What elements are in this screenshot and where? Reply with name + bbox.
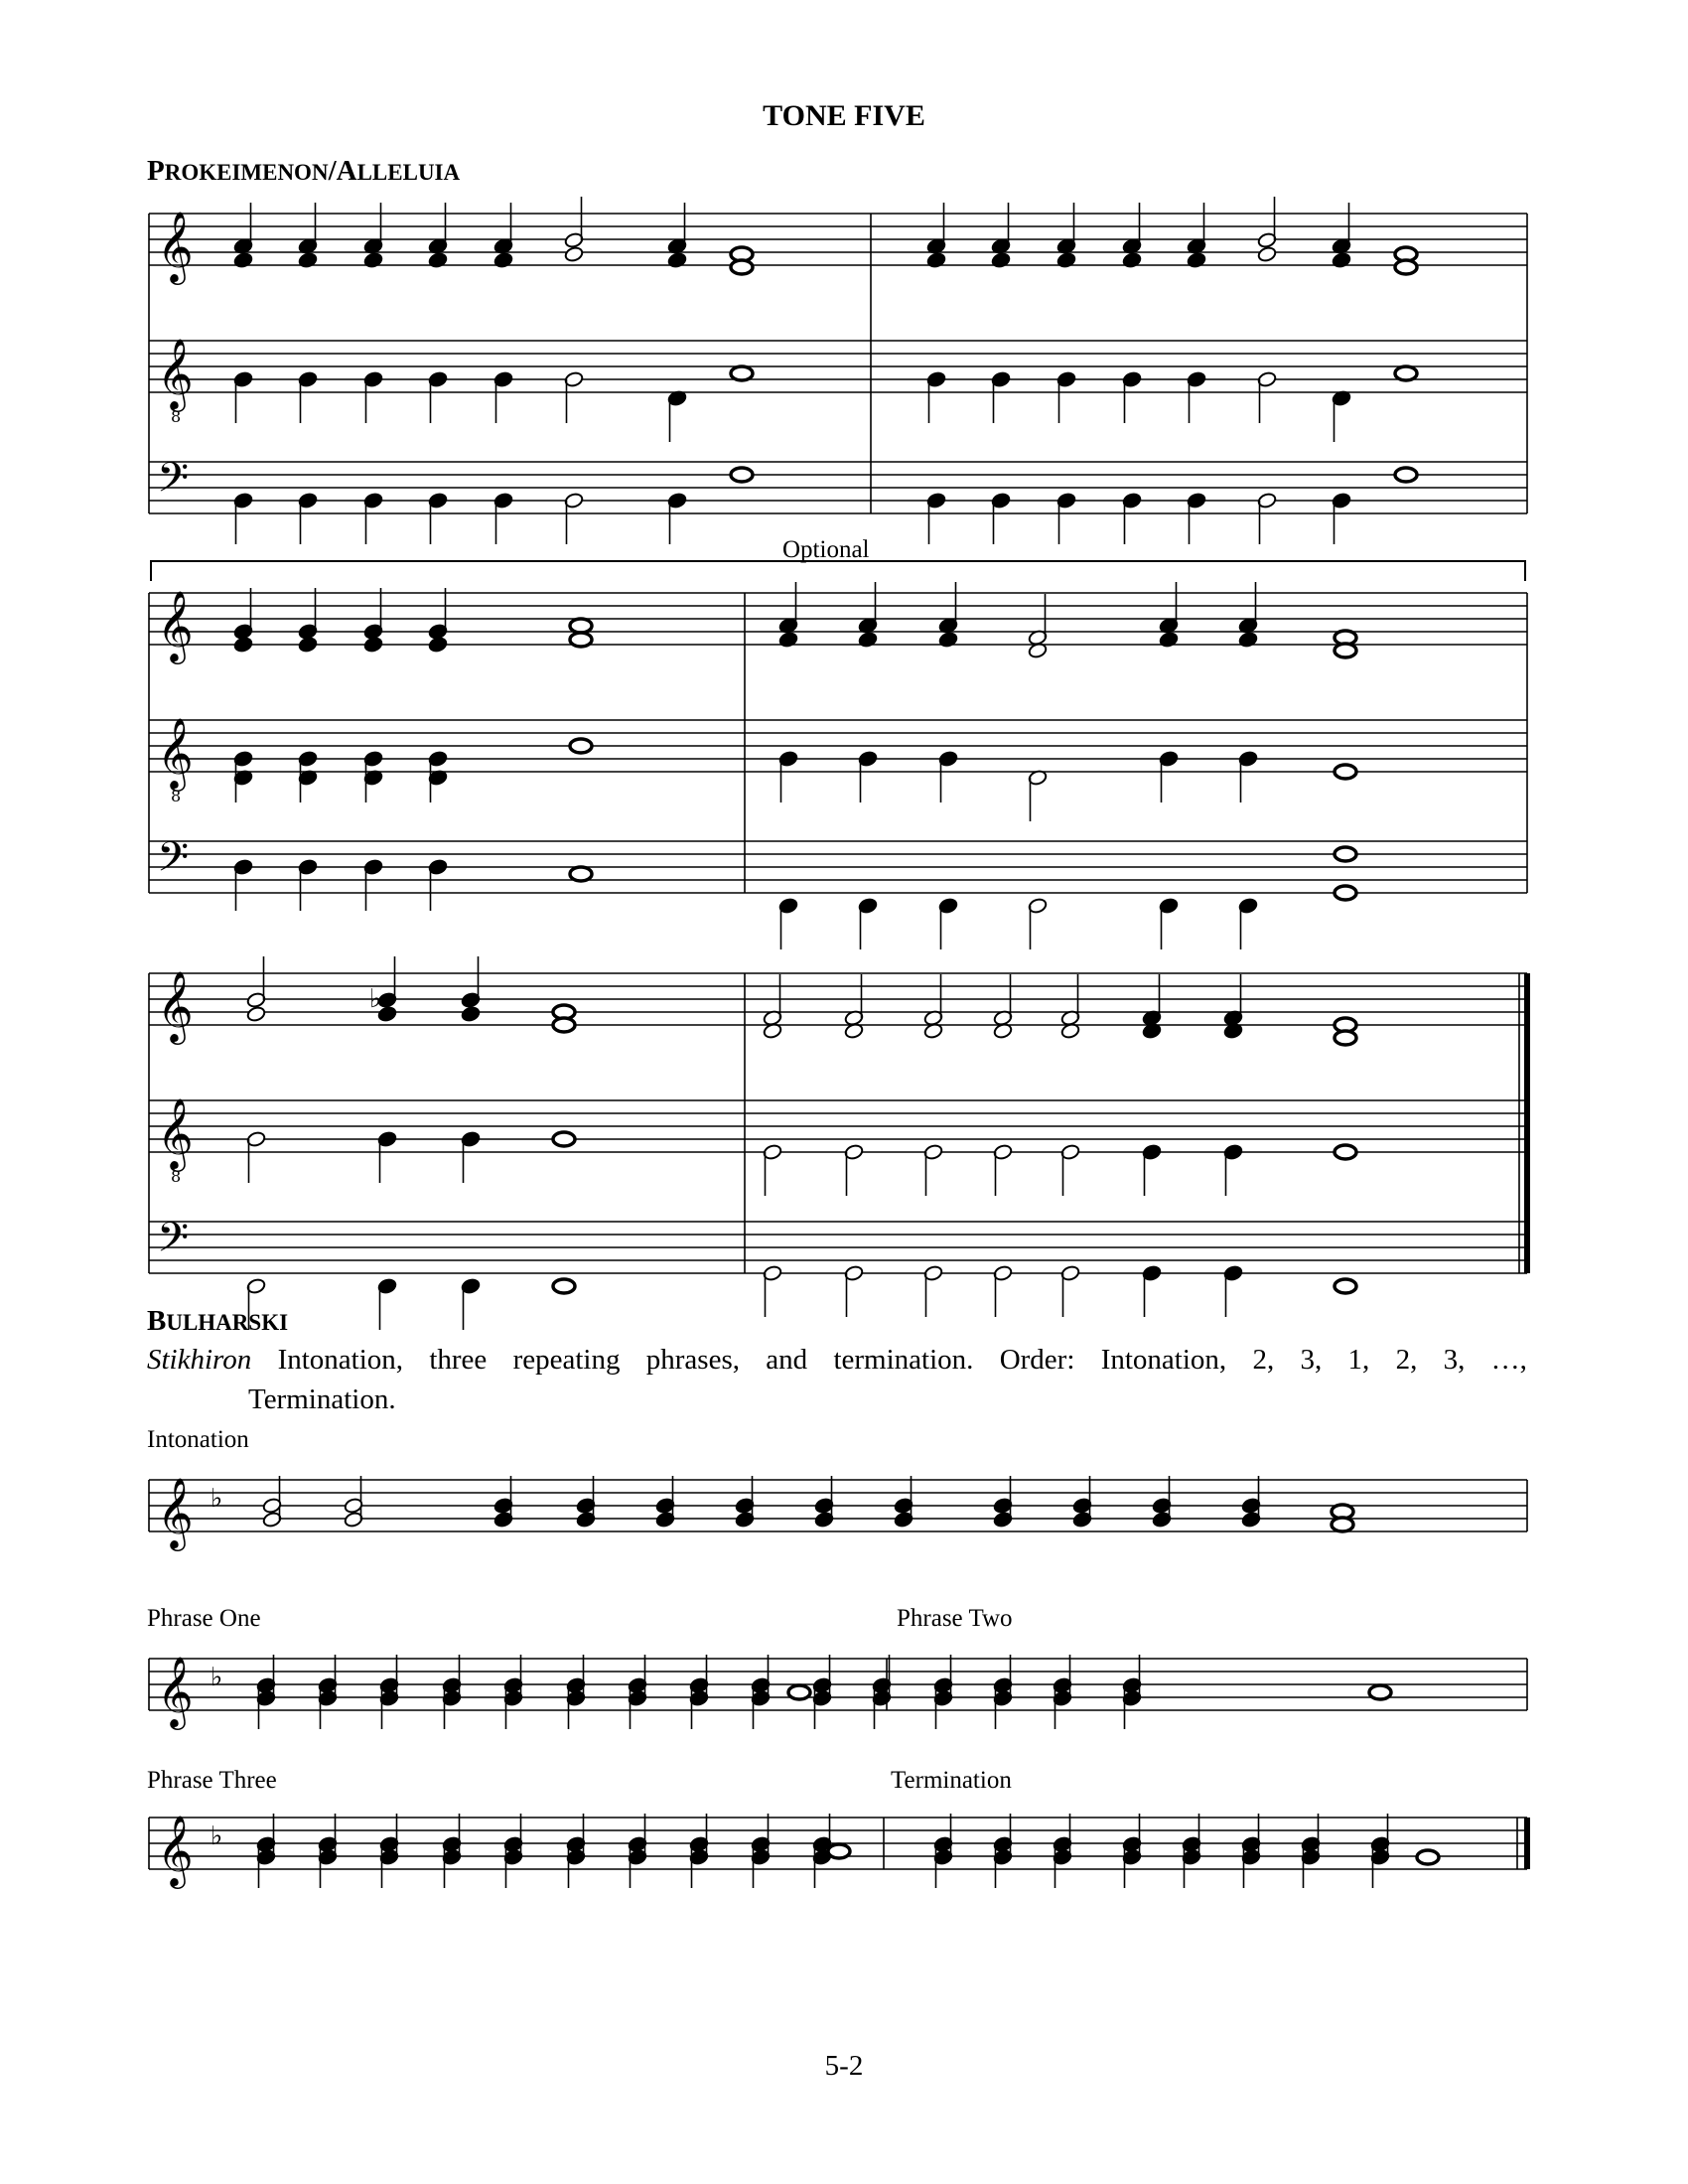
note-head xyxy=(1122,251,1142,268)
whole-note xyxy=(570,619,592,633)
note-head xyxy=(493,251,513,268)
whole-note xyxy=(1395,260,1417,274)
whole-note xyxy=(1369,1685,1391,1699)
whole-note xyxy=(1335,1279,1356,1293)
treble-clef: 𝄞 xyxy=(157,589,194,661)
note-head xyxy=(428,636,448,653)
note-head xyxy=(938,631,958,648)
key-signature-flat: ♭ xyxy=(211,1821,223,1851)
optional-label: Optional xyxy=(771,536,882,564)
whole-note xyxy=(1335,644,1356,657)
bass-clef: 𝄢 xyxy=(157,833,190,891)
note-head xyxy=(926,251,946,268)
treble-clef: 𝄞 xyxy=(157,210,194,282)
note-head xyxy=(298,636,318,653)
description-word: phrases, xyxy=(645,1344,740,1376)
treble-clef: 𝄞 xyxy=(157,1655,194,1727)
label-termination: Termination xyxy=(891,1767,1012,1794)
section-heading-prokeimenon: PROKEIMENON/ALLELUIA xyxy=(147,155,461,187)
whole-note xyxy=(553,1279,575,1293)
note-head xyxy=(1187,251,1206,268)
label-intonation: Intonation xyxy=(147,1426,249,1453)
treble-clef: 𝄞 xyxy=(157,1814,194,1886)
description-word: 2, xyxy=(1252,1344,1275,1376)
whole-note xyxy=(570,867,592,881)
whole-note xyxy=(731,468,753,482)
note-head xyxy=(858,631,878,648)
description-word: repeating xyxy=(512,1344,621,1376)
description-word: Intonation, xyxy=(1100,1344,1227,1376)
note-head xyxy=(461,1005,481,1022)
whole-note xyxy=(1395,468,1417,482)
whole-note xyxy=(1335,886,1356,900)
whole-note xyxy=(1335,1145,1356,1159)
whole-note xyxy=(570,633,592,647)
octave-mark: 8 xyxy=(171,1167,182,1186)
whole-note xyxy=(1395,366,1417,380)
description-word: 2, xyxy=(1395,1344,1418,1376)
page-title: TONE FIVE xyxy=(763,99,925,132)
note-head xyxy=(233,251,253,268)
whole-note xyxy=(1417,1850,1439,1864)
note-head xyxy=(564,245,584,262)
description-word: Order: xyxy=(999,1344,1075,1376)
octave-mark: 8 xyxy=(171,407,182,426)
key-signature-flat: ♭ xyxy=(211,1484,223,1514)
key-signature-flat: ♭ xyxy=(211,1663,223,1692)
note-head xyxy=(1159,631,1179,648)
note-head xyxy=(233,636,253,653)
label-phrase-three: Phrase Three xyxy=(147,1767,277,1794)
note-head xyxy=(1332,251,1351,268)
whole-note xyxy=(1332,1518,1353,1531)
page-number: 5-2 xyxy=(824,2050,864,2082)
note-head xyxy=(778,631,798,648)
flat-sign: ♭ xyxy=(369,984,382,1014)
description-word: 1, xyxy=(1347,1344,1370,1376)
note-head xyxy=(991,251,1011,268)
description-word: 3, xyxy=(1443,1344,1466,1376)
whole-note xyxy=(553,1018,575,1032)
whole-note xyxy=(731,366,753,380)
treble-clef: 𝄞 xyxy=(157,1476,194,1548)
description-word: termination. xyxy=(833,1344,974,1376)
whole-note xyxy=(1335,765,1356,779)
description-word: and xyxy=(766,1344,808,1376)
optional-bracket xyxy=(151,561,1525,581)
whole-note xyxy=(828,1844,850,1858)
octave-mark: 8 xyxy=(171,787,182,805)
description-word: three xyxy=(429,1344,488,1376)
description-word: …, xyxy=(1490,1344,1527,1376)
whole-note xyxy=(731,260,753,274)
note-head xyxy=(1056,251,1076,268)
treble-clef: 𝄞 xyxy=(157,716,194,789)
note-head xyxy=(246,1005,266,1022)
whole-note xyxy=(1335,1031,1356,1045)
note-head xyxy=(428,251,448,268)
note-head xyxy=(363,251,383,268)
treble-clef: 𝄞 xyxy=(157,337,194,409)
note-head xyxy=(667,251,687,268)
bass-clef: 𝄢 xyxy=(157,1214,190,1271)
bass-clef: 𝄢 xyxy=(157,454,190,511)
section-heading-bulharski: BULHARSKI xyxy=(147,1305,289,1337)
bulharski-description: Stikhiron Intonation, three repeating phrases, and termination. Order: Intonation, 2, 3, 1, 2, 3, …, Termination. xyxy=(147,1340,1527,1419)
whole-note xyxy=(570,739,592,753)
whole-note xyxy=(1335,847,1356,861)
label-phrase-one: Phrase One xyxy=(147,1605,261,1632)
note-head xyxy=(298,251,318,268)
treble-clef: 𝄞 xyxy=(157,969,194,1042)
note-head xyxy=(1238,631,1258,648)
whole-note xyxy=(553,1132,575,1146)
note-head xyxy=(363,636,383,653)
treble-clef: 𝄞 xyxy=(157,1096,194,1169)
description-word: 3, xyxy=(1300,1344,1323,1376)
label-phrase-two: Phrase Two xyxy=(897,1605,1013,1632)
note-head xyxy=(1257,245,1277,262)
description-word: Intonation, xyxy=(277,1344,404,1376)
whole-note xyxy=(788,1685,810,1699)
